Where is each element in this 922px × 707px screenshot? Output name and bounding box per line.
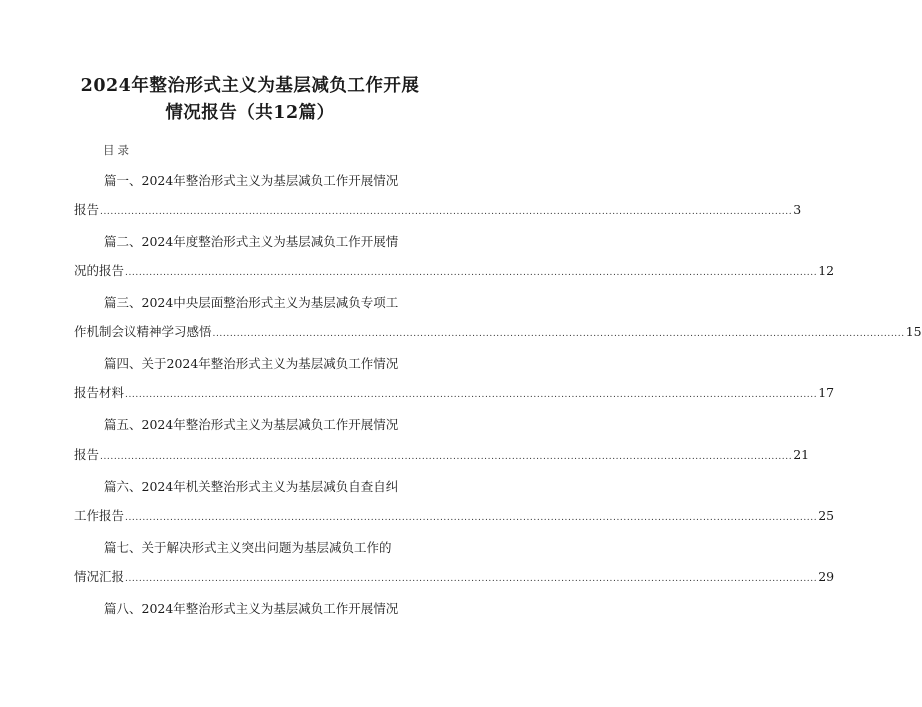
toc-entry-1-line1: 篇一、2024年整治形式主义为基层减负工作开展情况 (104, 173, 399, 188)
toc-entry-2-text: 况的报告 (74, 263, 125, 278)
toc-heading: 目录 (103, 143, 132, 157)
toc-entry-6-line2 (74, 507, 835, 527)
toc-entry-6-line1: 篇六、2024年机关整治形式主义为基层减负自查自纠 (104, 479, 399, 494)
toc-entry-7-line1: 篇七、关于解决形式主义突出问题为基层减负工作的 (104, 540, 392, 555)
toc-entry-7-line2 (74, 568, 835, 588)
toc-entry-5-line1: 篇五、2024年整治形式主义为基层减负工作开展情况 (104, 417, 399, 432)
toc-entry-2-line2 (74, 262, 835, 282)
toc-entry-3-text: 作机制会议精神学习感悟 (74, 324, 212, 339)
toc-entry-6-page: 25 (818, 508, 835, 523)
toc-entry-7-page: 29 (818, 569, 835, 584)
toc-entry-2-line1: 篇二、2024年度整治形式主义为基层减负工作开展情 (104, 234, 399, 249)
toc-leader-dots: ........................................................................................................................................................................................................ (125, 268, 818, 278)
toc-leader-dots: ........................................................................................................................................................................................................ (125, 390, 818, 400)
toc-entry-5-line2 (74, 446, 810, 466)
toc-entry-1-page: 3 (793, 202, 802, 217)
toc-entry-4-page: 17 (818, 385, 835, 400)
toc-leader-dots: ........................................................................................................................................................................................................ (100, 207, 793, 217)
toc-leader-dots: ........................................................................................................................................................................................................ (125, 513, 818, 523)
toc-entry-5-page: 21 (793, 447, 810, 462)
toc-entry-1-line2 (74, 201, 802, 221)
toc-entry-4-line2 (74, 384, 835, 404)
toc-entry-8-line1: 篇八、2024年整治形式主义为基层减负工作开展情况 (104, 601, 399, 616)
toc-entry-4-text: 报告材料 (74, 385, 125, 400)
toc-leader-dots: ........................................................................................................................................................................................................ (100, 452, 793, 462)
toc-entry-2-page: 12 (818, 263, 835, 278)
toc-entry-3-line1: 篇三、2024中央层面整治形式主义为基层减负专项工 (104, 295, 399, 310)
toc-leader-dots: ........................................................................................................................................................................................................ (212, 329, 905, 339)
toc-leader-dots: ........................................................................................................................................................................................................ (125, 574, 818, 584)
toc-entry-1-text: 报告 (74, 202, 100, 217)
toc-entry-3-line2 (74, 323, 922, 343)
document-title-line1: 2024年整治形式主义为基层减负工作开展 (80, 76, 420, 96)
toc-entry-5-text: 报告 (74, 447, 100, 462)
toc-entry-7-text: 情况汇报 (74, 569, 125, 584)
toc-entry-6-text: 工作报告 (74, 508, 125, 523)
document-title-line2: 情况报告（共12篇） (165, 103, 335, 123)
toc-entry-3-page: 15 (905, 324, 922, 339)
toc-entry-4-line1: 篇四、关于2024年整治形式主义为基层减负工作情况 (104, 356, 399, 371)
